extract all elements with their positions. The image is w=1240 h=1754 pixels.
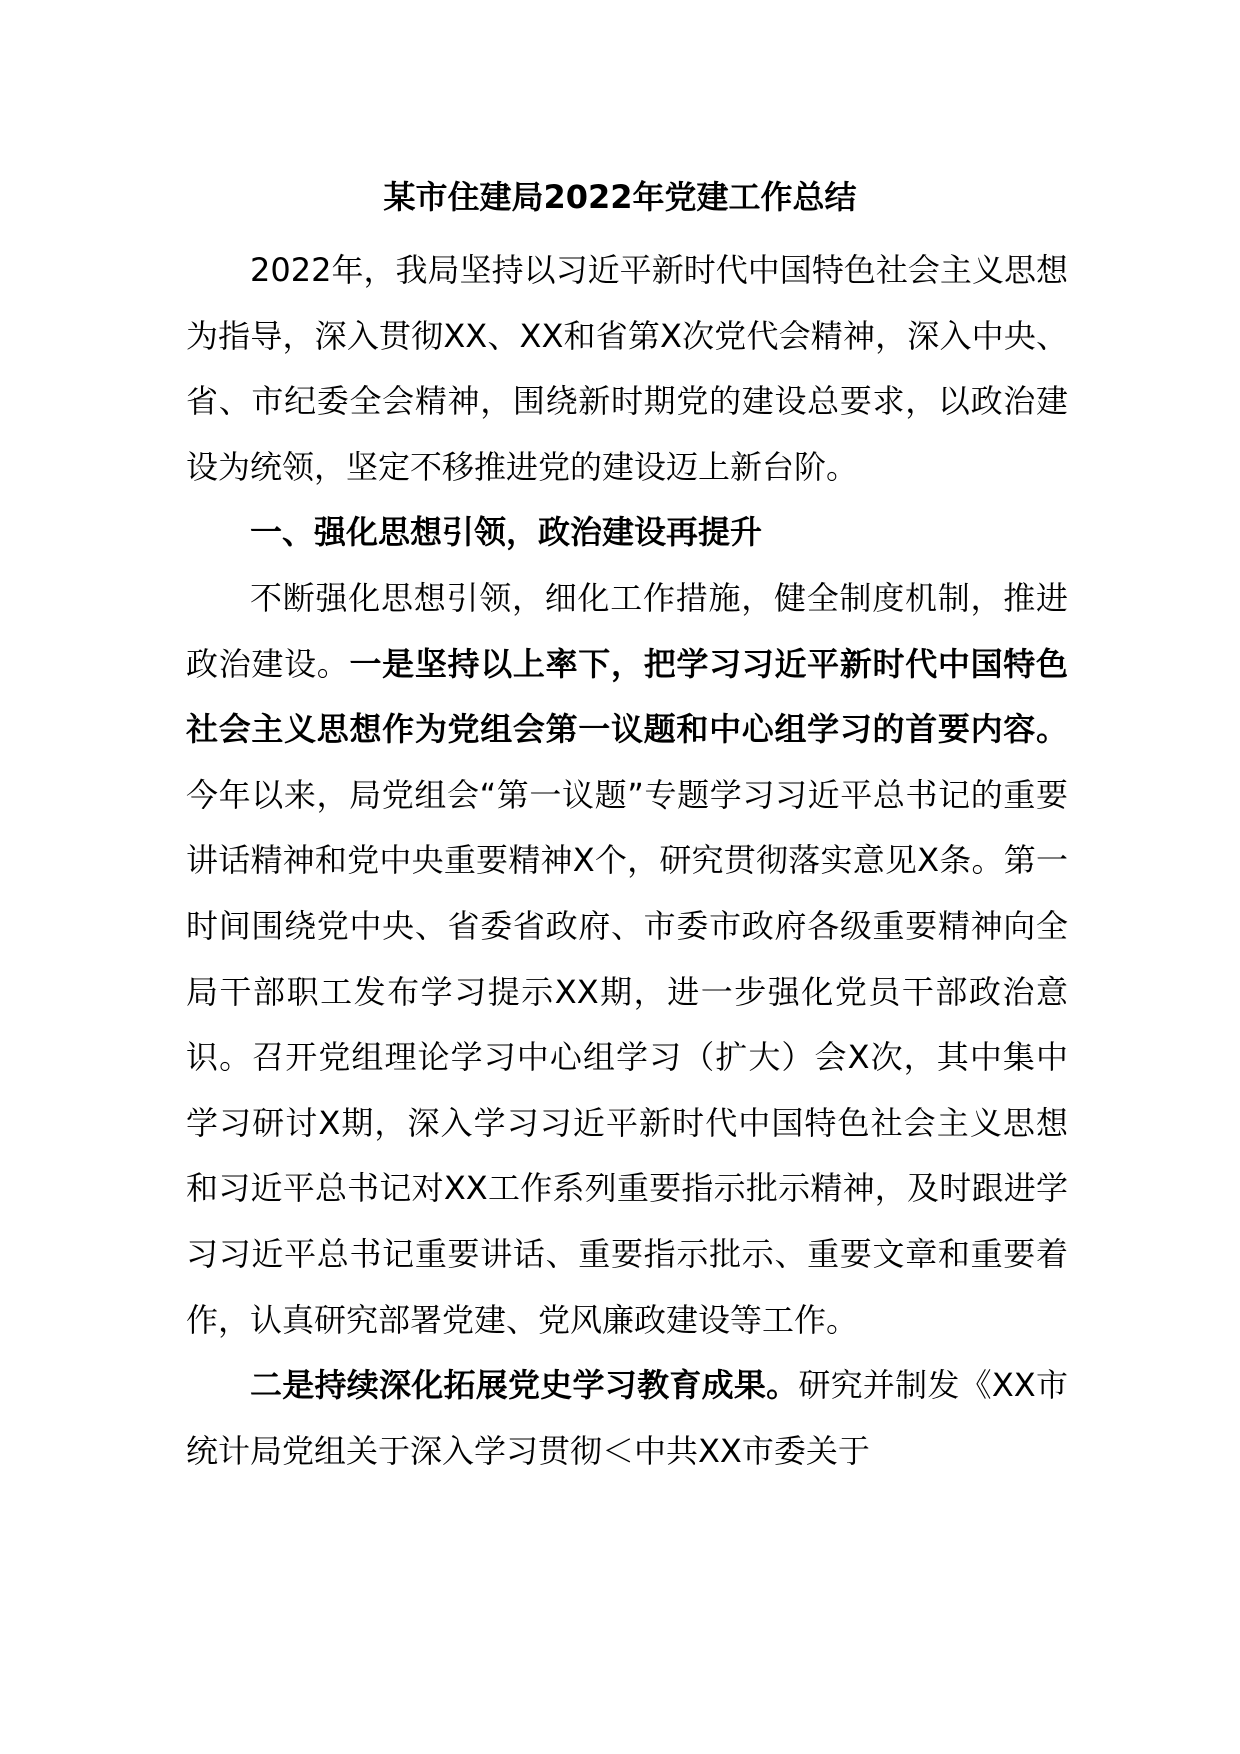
document-body xyxy=(186,238,1068,1484)
point-1-bold-text: 一是坚持以上率下，把学习习近平新时代中国特色社会主义思想作为党组会第一议题和中心组学习的首要内容。 xyxy=(186,644,1068,749)
section-1-paragraph-1 xyxy=(186,566,1068,1353)
section-1-paragraph-2 xyxy=(186,1353,1068,1484)
section-1-heading: 一、强化思想引领，政治建设再提升 xyxy=(250,513,763,552)
point-2-body-text: 研究并制发《XX市统计局党组关于深入学习贯彻＜中共XX市委关于 xyxy=(186,1366,1068,1470)
section-1-lead-text: 不断强化思想引领，细化工作措施，健全制度机制，推进政治建设。 xyxy=(186,578,1068,683)
point-2-bold-text: 二是持续深化拓展党史学习教育成果。 xyxy=(250,1366,799,1405)
document-title: 某市住建局2022年党建工作总结 xyxy=(383,178,857,216)
intro-paragraph: 2022年，我局坚持以习近平新时代中国特色社会主义思想为指导，深入贯彻XX、XX和省第X次党代会精神，深入中央、省、市纪委全会精神，围绕新时期党的建设总要求，以政治建设为统领，坚定不移推进党的建设迈上新台阶。 xyxy=(186,251,1068,486)
point-1-body-text: 今年以来，局党组会“第一议题”专题学习习近平总书记的重要讲话精神和党中央重要精神X个，研究贯彻落实意见X条。第一时间围绕党中央、省委省政府、市委市政府各级重要精神向全局干部职工发布学习提示XX期，进一步强化党员干部政治意识。召开党组理论学习中心组学习（扩大）会X次，其中集中学习研讨X期，深入学习习近平新时代中国特色社会主义思想和习近平总书记对XX工作系列重要指示批示精神，及时跟进学习习近平总书记重要讲话、重要指示批示、重要文章和重要着作，认真研究部署党建、党风廉政建设等工作。 xyxy=(186,775,1068,1339)
